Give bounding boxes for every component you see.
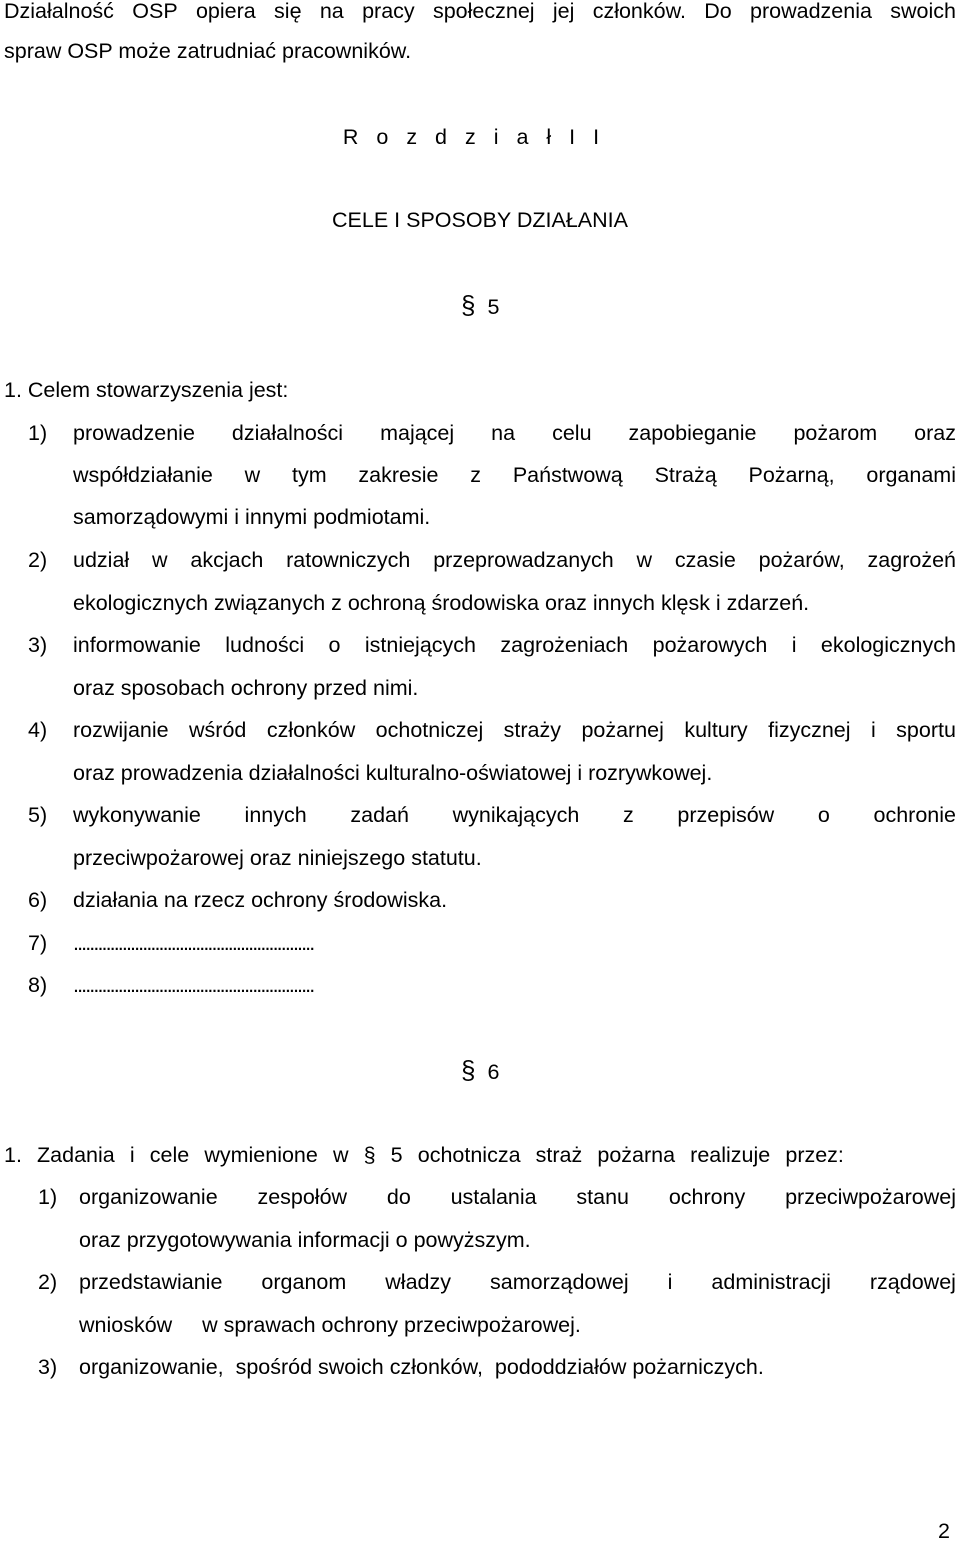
- word: zakresie: [358, 463, 439, 487]
- list-item-line: [73, 715, 956, 745]
- word: innych: [244, 803, 307, 827]
- list-item-line: [73, 630, 956, 660]
- word: czasie: [674, 548, 736, 572]
- word: ekologicznych: [820, 633, 956, 657]
- word: Działalność: [4, 0, 114, 23]
- list-item-line: działania na rzecz ochrony środowiska.: [73, 888, 448, 912]
- word: zagrożeniach: [500, 633, 629, 657]
- list-item-line: [73, 800, 956, 830]
- list-item-number: 2): [28, 548, 48, 572]
- list-item-line: samorządowymi i innymi podmiotami.: [73, 505, 431, 529]
- word: sportu: [896, 718, 956, 742]
- word: administracji: [711, 1270, 831, 1294]
- word: i: [791, 633, 797, 657]
- word: samorządowej: [490, 1270, 629, 1294]
- word: Strażą: [654, 463, 717, 487]
- word: udział: [73, 548, 130, 572]
- word: swoich: [890, 0, 956, 23]
- word: ustalania: [450, 1185, 537, 1209]
- word: i: [129, 1143, 135, 1167]
- list-item-number: 1): [38, 1185, 58, 1209]
- word: władzy: [385, 1270, 451, 1294]
- word: członków.: [592, 0, 686, 23]
- word: 1.: [4, 1143, 22, 1167]
- list-item-line: oraz sposobach ochrony przed nimi.: [73, 676, 419, 700]
- section-symbol: §: [461, 1055, 476, 1085]
- list-item-line: organizowanie, spośród swoich członków, pododdziałów pożarniczych.: [79, 1355, 764, 1379]
- word: pożarom: [793, 421, 878, 445]
- section-symbol: §: [461, 290, 476, 320]
- section-number: 6: [487, 1060, 500, 1084]
- list-item-line: przeciwpożarowej oraz niniejszego statutu.: [73, 846, 482, 870]
- word: o: [328, 633, 341, 657]
- word: wymienione: [204, 1143, 318, 1167]
- word: przez:: [785, 1143, 844, 1167]
- word: Pożarną,: [748, 463, 835, 487]
- section-5-intro: 1. Celem stowarzyszenia jest:: [4, 378, 289, 402]
- word: w: [152, 548, 168, 572]
- list-item-line: ...........................................................: [73, 973, 314, 997]
- word: ratowniczych: [286, 548, 411, 572]
- intro-line-2: spraw OSP może zatrudniać pracowników.: [4, 39, 412, 63]
- list-item-line: [73, 418, 956, 448]
- word: wykonywanie: [73, 803, 201, 827]
- word: z: [470, 463, 482, 487]
- word: ochotnicza: [417, 1143, 521, 1167]
- word: §: [363, 1143, 376, 1167]
- section-6-intro: [4, 1140, 844, 1170]
- word: pożarnej: [581, 718, 664, 742]
- word: stanu: [576, 1185, 630, 1209]
- word: ochronie: [873, 803, 956, 827]
- word: o: [817, 803, 830, 827]
- word: pożarów,: [758, 548, 845, 572]
- word: mającej: [380, 421, 455, 445]
- word: Państwową: [512, 463, 623, 487]
- word: opiera: [195, 0, 256, 23]
- list-item-number: 2): [38, 1270, 58, 1294]
- word: zespołów: [257, 1185, 348, 1209]
- word: organami: [866, 463, 956, 487]
- list-item-line: wniosków w sprawach ochrony przeciwpożarowej.: [79, 1313, 581, 1337]
- word: celu: [552, 421, 592, 445]
- word: zagrożeń: [867, 548, 956, 572]
- list-item-line: [79, 1182, 956, 1212]
- chapter-title: CELE I SPOSOBY DZIAŁANIA: [332, 208, 628, 232]
- word: się: [274, 0, 302, 23]
- word: organizowanie: [79, 1185, 218, 1209]
- word: działalności: [231, 421, 344, 445]
- word: rządowej: [869, 1270, 956, 1294]
- word: przeciwpożarowej: [785, 1185, 956, 1209]
- word: zapobieganie: [628, 421, 757, 445]
- word: kultury: [684, 718, 748, 742]
- word: i: [667, 1270, 673, 1294]
- word: pożarna: [597, 1143, 676, 1167]
- word: straż: [535, 1143, 583, 1167]
- list-item-line: ekologicznych związanych z ochroną środowiska oraz innych klęsk i zdarzeń.: [73, 591, 810, 615]
- word: współdziałanie: [73, 463, 213, 487]
- word: tym: [291, 463, 327, 487]
- chapter-heading: R o z d z i a ł I I: [342, 125, 606, 149]
- word: 5: [390, 1143, 403, 1167]
- word: jej: [552, 0, 575, 23]
- word: w: [636, 548, 653, 572]
- word: na: [491, 421, 516, 445]
- list-item-line: oraz prowadzenia działalności kulturalno-oświatowej i rozrywkowej.: [73, 761, 713, 785]
- word: z: [622, 803, 634, 827]
- word: pożarowych: [652, 633, 768, 657]
- word: w: [332, 1143, 349, 1167]
- word: OSP: [132, 0, 178, 23]
- list-item-line: [73, 545, 956, 575]
- list-item-number: 6): [28, 888, 48, 912]
- word: członków: [266, 718, 356, 742]
- word: i: [870, 718, 876, 742]
- word: przedstawianie: [79, 1270, 223, 1294]
- list-item-line: ...........................................................: [73, 931, 314, 955]
- word: rozwijanie: [73, 718, 169, 742]
- list-item-number: 8): [28, 973, 48, 997]
- word: prowadzenie: [73, 421, 195, 445]
- word: Do: [704, 0, 732, 23]
- word: organom: [261, 1270, 347, 1294]
- section-6-mark: [461, 1055, 499, 1087]
- word: w: [244, 463, 261, 487]
- word: na: [319, 0, 344, 23]
- list-item-number: 5): [28, 803, 48, 827]
- list-item-number: 4): [28, 718, 48, 742]
- word: oraz: [914, 421, 956, 445]
- word: do: [386, 1185, 411, 1209]
- word: ochrony: [668, 1185, 746, 1209]
- word: ochotniczej: [375, 718, 484, 742]
- word: pracy: [362, 0, 415, 23]
- word: cele: [149, 1143, 190, 1167]
- list-item-number: 3): [28, 633, 48, 657]
- word: przepisów: [677, 803, 775, 827]
- list-item-line: oraz przygotowywania informacji o powyższym.: [79, 1228, 531, 1252]
- word: Zadania: [37, 1143, 115, 1167]
- list-item-number: 7): [28, 931, 48, 955]
- section-5-mark: [461, 290, 499, 322]
- list-item-number: 3): [38, 1355, 58, 1379]
- page-number: 2: [938, 1519, 950, 1543]
- section-number: 5: [487, 295, 500, 319]
- word: akcjach: [190, 548, 264, 572]
- word: fizycznej: [768, 718, 851, 742]
- intro-line-1: [4, 0, 956, 26]
- list-item-line: [73, 460, 956, 490]
- word: zadań: [350, 803, 409, 827]
- word: wynikających: [452, 803, 580, 827]
- word: przeprowadzanych: [433, 548, 614, 572]
- list-item-line: [79, 1267, 956, 1297]
- word: realizuje: [690, 1143, 771, 1167]
- word: straży: [503, 718, 562, 742]
- word: wśród: [189, 718, 247, 742]
- word: ludności: [225, 633, 305, 657]
- list-item-number: 1): [28, 421, 48, 445]
- word: społecznej: [432, 0, 535, 23]
- word: istniejących: [364, 633, 476, 657]
- word: informowanie: [73, 633, 201, 657]
- word: prowadzenia: [750, 0, 872, 23]
